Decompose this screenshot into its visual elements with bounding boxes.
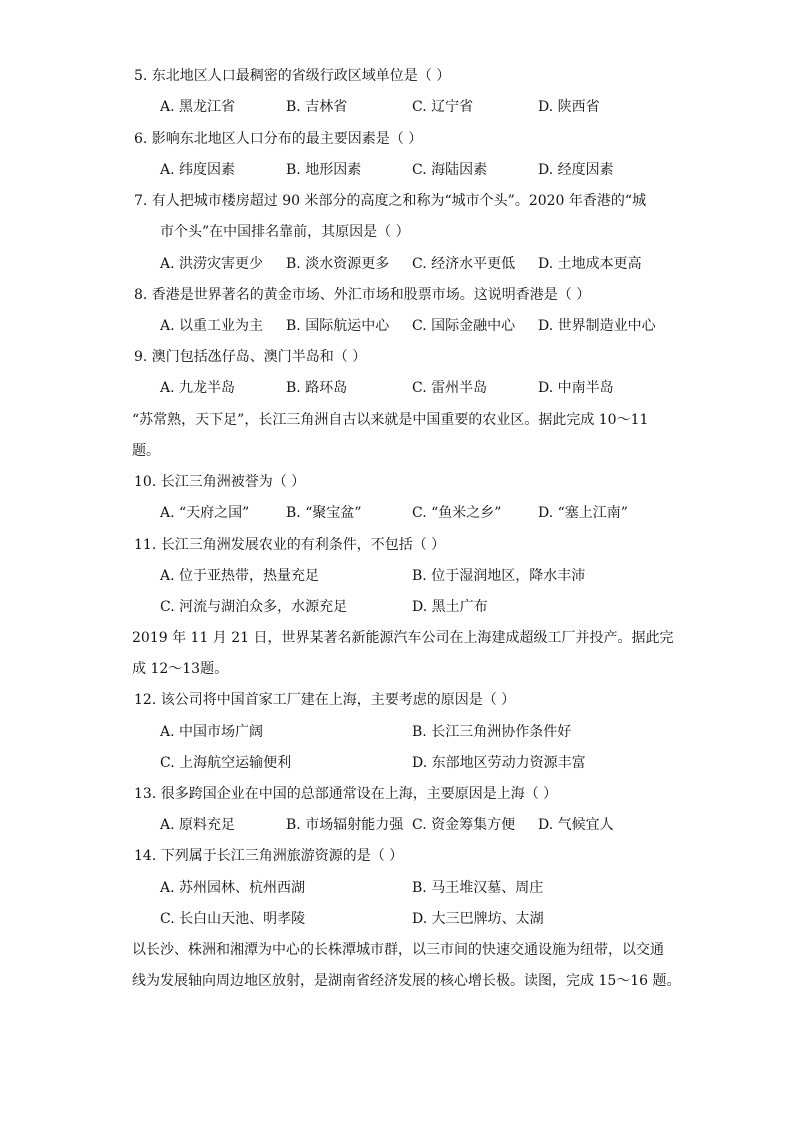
question-8-stem: 8. 香港是世界著名的黄金市场、外汇市场和股票市场。这说明香港是（ ） [134,287,591,303]
question-12-option-d: D. 东部地区劳动力资源丰富 [412,755,586,771]
question-5-option-b: B. 吉林省 [286,99,348,115]
question-14-stem: 14. 下列属于长江三角洲旅游资源的是（ ） [134,848,404,864]
question-10-stem: 10. 长江三角洲被誉为（ ） [134,474,306,490]
intro-paragraph-1-line-1: “苏常熟，天下足”，长江三角洲自古以来就是中国重要的农业区。据此完成 10～11 [132,412,649,428]
intro-paragraph-3-line-1: 以长沙、株洲和湘潭为中心的长株潭城市群，以三市间的快速交通设施为纽带，以交通 [132,942,664,958]
question-12-option-b: B. 长江三角洲协作条件好 [412,724,572,740]
question-7-option-d: D. 土地成本更高 [538,256,642,272]
question-11-option-a: A. 位于亚热带，热量充足 [160,568,320,584]
question-9-stem: 9. 澳门包括氹仔岛、澳门半岛和（ ） [134,349,367,365]
question-10-option-d: D. “塞上江南” [538,505,628,521]
question-9-option-b: B. 路环岛 [286,380,348,396]
question-12-option-c: C. 上海航空运输便利 [160,755,292,771]
question-14-option-b: B. 马王堆汉墓、周庄 [412,880,544,896]
question-8-option-a: A. 以重工业为主 [160,318,264,334]
question-6-option-a: A. 纬度因素 [160,162,236,178]
question-7-stem-line-1: 7. 有人把城市楼房超过 90 米部分的高度之和称为“城市个头”。2020 年香港的“城 [134,193,647,209]
question-6-option-c: C. 海陆因素 [412,162,488,178]
question-10-option-a: A. “天府之国” [160,505,250,521]
question-9-option-c: C. 雷州半岛 [412,380,488,396]
question-13-option-b: B. 市场辐射能力强 [286,817,404,833]
question-14-option-c: C. 长白山天池、明孝陵 [160,911,306,927]
question-6-option-b: B. 地形因素 [286,162,362,178]
question-5-option-c: C. 辽宁省 [412,99,474,115]
question-10-option-c: C. “鱼米之乡” [412,505,502,521]
question-10-option-b: B. “聚宝盆” [286,505,362,521]
question-8-option-d: D. 世界制造业中心 [538,318,656,334]
question-6-option-d: D. 经度因素 [538,162,614,178]
question-13-option-a: A. 原料充足 [160,817,236,833]
question-7-option-b: B. 淡水资源更多 [286,256,390,272]
intro-paragraph-2-line-1: 2019 年 11 月 21 日，世界某著名新能源汽车公司在上海建成超级工厂并投产。据此完 [132,630,674,646]
question-11-option-b: B. 位于湿润地区，降水丰沛 [412,568,586,584]
question-8-option-c: C. 国际金融中心 [412,318,516,334]
question-5-option-a: A. 黑龙江省 [160,99,236,115]
question-14-option-d: D. 大三巴牌坊、太湖 [412,911,544,927]
question-9-option-a: A. 九龙半岛 [160,380,236,396]
question-13-stem: 13. 很多跨国企业在中国的总部通常设在上海，主要原因是上海（ ） [134,786,558,802]
question-5-stem: 5. 东北地区人口最稠密的省级行政区域单位是（ ） [134,68,451,84]
intro-paragraph-2-line-2: 成 12～13题。 [132,661,229,677]
intro-paragraph-1-line-2: 题。 [132,443,160,459]
question-13-option-d: D. 气候宜人 [538,817,614,833]
question-5-option-d: D. 陕西省 [538,99,600,115]
question-11-option-d: D. 黑土广布 [412,599,488,615]
question-6-stem: 6. 影响东北地区人口分布的最主要因素是（ ） [134,131,423,147]
question-9-option-d: D. 中南半岛 [538,380,614,396]
question-11-stem: 11. 长江三角洲发展农业的有利条件，不包括（ ） [134,537,446,553]
question-7-stem-line-2: 市个头”在中国排名靠前，其原因是（ ） [160,224,410,240]
question-8-option-b: B. 国际航运中心 [286,318,390,334]
question-12-option-a: A. 中国市场广阔 [160,724,264,740]
question-13-option-c: C. 资金筹集方便 [412,817,516,833]
intro-paragraph-3-line-2: 线为发展轴向周边地区放射，是湖南省经济发展的核心增长极。读图，完成 15～16 题。 [132,973,681,989]
question-11-option-c: C. 河流与湖泊众多，水源充足 [160,599,348,615]
question-12-stem: 12. 该公司将中国首家工厂建在上海，主要考虑的原因是（ ） [134,692,516,708]
question-14-option-a: A. 苏州园林、杭州西湖 [160,880,306,896]
question-7-option-c: C. 经济水平更低 [412,256,516,272]
question-7-option-a: A. 洪涝灾害更少 [160,256,264,272]
